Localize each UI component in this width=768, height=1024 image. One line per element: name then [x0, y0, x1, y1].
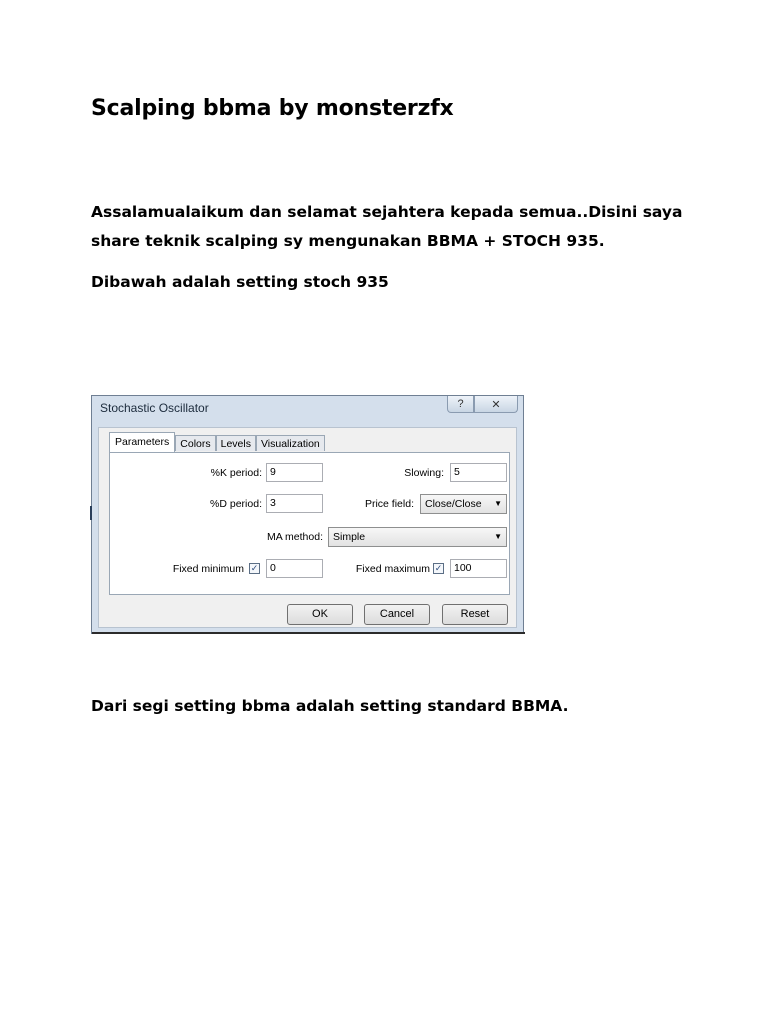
check-icon: ✓ — [250, 563, 259, 573]
stochastic-oscillator-dialog — [91, 395, 524, 634]
intro-line-2: share teknik scalping sy mengunakan BBMA + STOCH 935. — [91, 232, 605, 250]
chevron-down-icon: ▼ — [494, 499, 502, 508]
help-button[interactable] — [447, 396, 474, 413]
price-field-value: Close/Close — [425, 498, 482, 510]
k-period-label: %K period: — [210, 467, 262, 479]
fixed-maximum-checkbox[interactable] — [433, 563, 444, 574]
ma-method-value: Simple — [333, 531, 366, 543]
tab-strip — [109, 432, 325, 452]
reset-button[interactable]: Reset — [442, 604, 508, 625]
dialog-client-area — [98, 427, 517, 628]
close-icon: ✕ — [491, 398, 501, 411]
chevron-down-icon: ▼ — [494, 532, 502, 541]
slowing-input[interactable]: 5 — [450, 463, 507, 482]
tab-visualization[interactable]: Visualization — [256, 435, 325, 451]
document-title: Scalping bbma by monsterzfx — [91, 96, 454, 121]
fixed-minimum-checkbox[interactable] — [249, 563, 260, 574]
fixed-maximum-label: Fixed maximum — [355, 563, 430, 575]
slowing-label: Slowing: — [404, 467, 444, 479]
intro-line-1: Assalamualaikum dan selamat sejahtera kepada semua..Disini saya — [91, 203, 683, 221]
ma-method-label: MA method: — [266, 531, 323, 543]
d-period-input[interactable]: 3 — [266, 494, 323, 513]
check-icon: ✓ — [434, 563, 443, 573]
intro-paragraph — [91, 198, 691, 256]
fixed-minimum-label: Fixed minimum — [172, 563, 244, 575]
tab-parameters[interactable]: Parameters — [109, 432, 175, 452]
parameters-panel — [109, 452, 510, 595]
k-period-input[interactable]: 9 — [266, 463, 323, 482]
price-field-label: Price field: — [364, 498, 414, 510]
cancel-button[interactable]: Cancel — [364, 604, 430, 625]
close-button[interactable] — [474, 396, 518, 413]
d-period-label: %D period: — [210, 498, 262, 510]
dialog-title: Stochastic Oscillator — [100, 401, 209, 415]
footer-paragraph: Dari segi setting bbma adalah setting standard BBMA. — [91, 697, 569, 715]
fixed-maximum-input[interactable]: 100 — [450, 559, 507, 578]
tab-levels[interactable]: Levels — [216, 435, 256, 451]
fixed-minimum-input[interactable]: 0 — [266, 559, 323, 578]
setting-heading: Dibawah adalah setting stoch 935 — [91, 273, 389, 291]
help-icon: ? — [457, 398, 464, 410]
ma-method-select[interactable] — [328, 527, 507, 547]
ok-button[interactable]: OK — [287, 604, 353, 625]
price-field-select[interactable] — [420, 494, 507, 514]
tab-colors[interactable]: Colors — [175, 435, 215, 451]
